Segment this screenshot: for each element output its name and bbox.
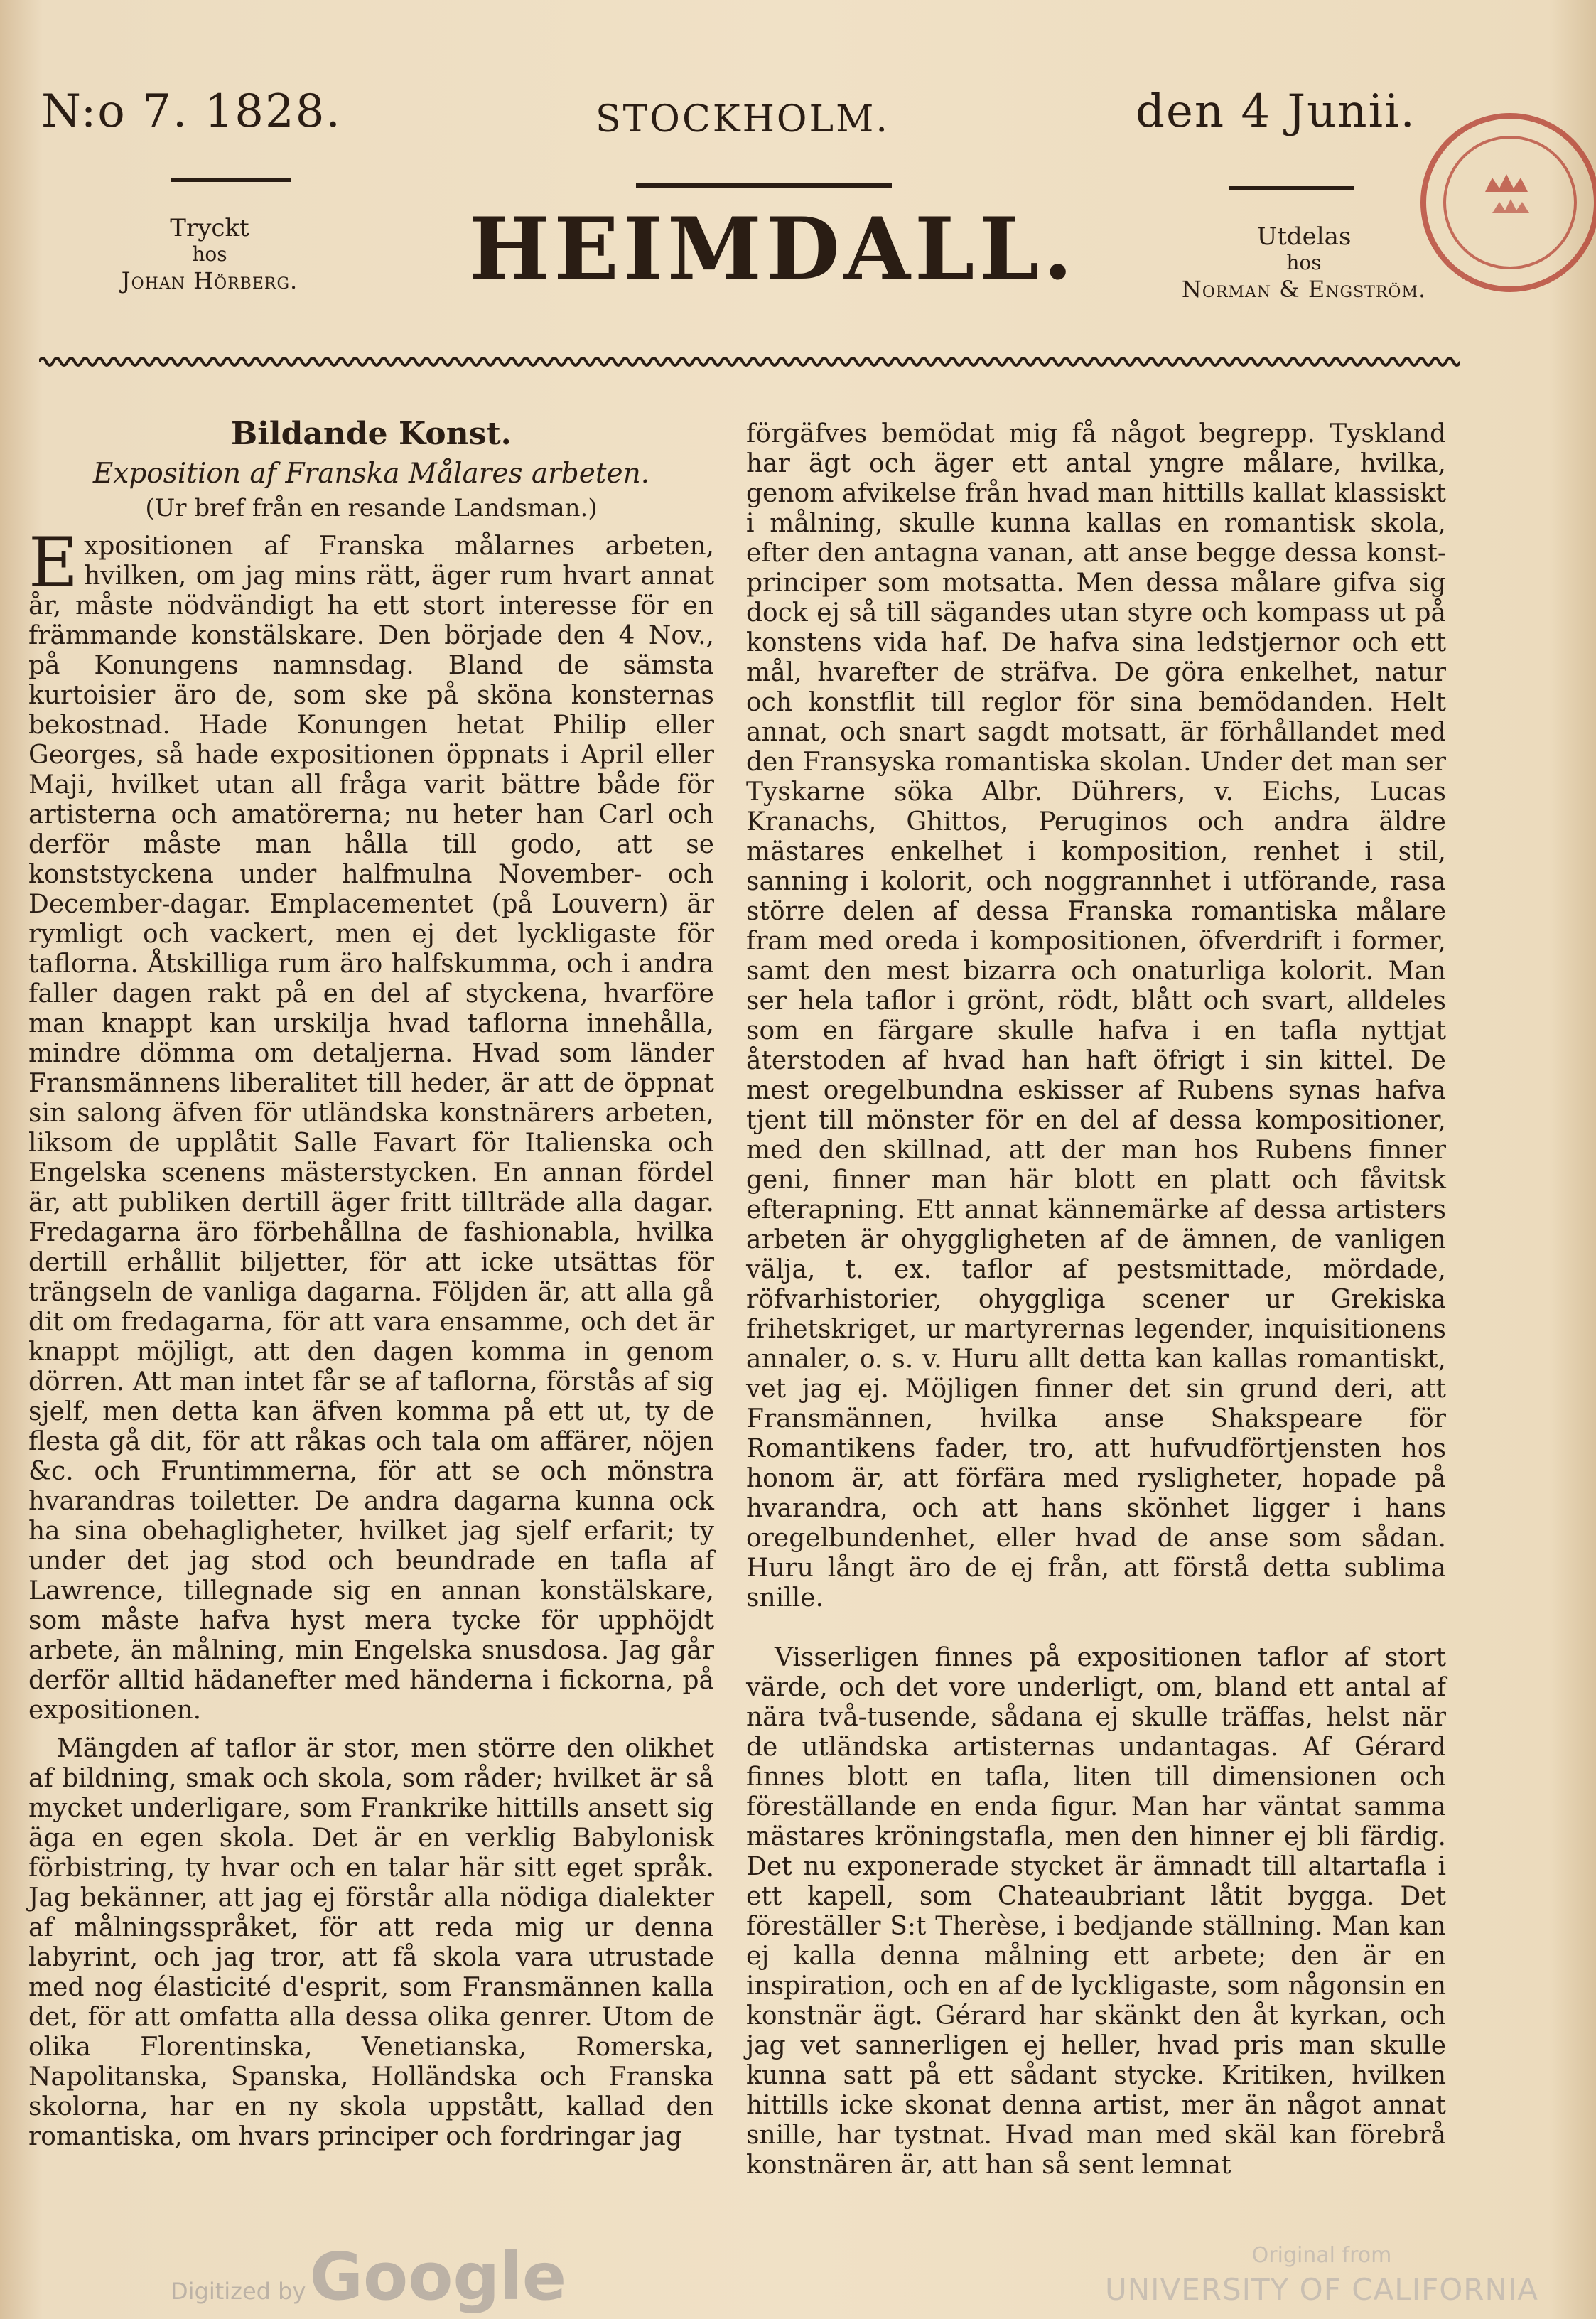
original-from-label: Original from	[1251, 2243, 1392, 2268]
paragraph	[28, 523, 714, 1726]
paragraph: Mängden af taflor är stor, men större den olikhet af bildning, smak och skola, som råder; hvilket är så mycket underligare, som Frankrike hittills ansett sig äga en egen skola. Det är en verklig Babylonisk förbistring, ty hvar och en talar här sitt eget språk. Jag bekänner, att jag ej förstår alla nödiga dialekter af målningsspråket, för att reda mig ur denna labyrint, och jag tror, att få skola vara utrustade med nog élasticité d'esprit, som Fransmännen kalla det, för att omfatta alla dessa olika genrer. Utom de olika Florentinska, Venetianska, Romerska, Napolitanska, Spanska, Holländska och Franska skolorna, har en ny skola uppstått, kallad den romantiska, om hvars principer och fordringar jag	[28, 1734, 714, 2151]
printer-label: Tryckt	[170, 214, 249, 242]
issue-date: den 4 Junii.	[1136, 85, 1416, 138]
crown-icon	[1485, 174, 1528, 192]
crown-icon	[1492, 199, 1529, 213]
paragraph-text: xpositionen af Franska målarnes arbeten, hvilken, om jag mins rätt, äger rum hvart annat år, måste nödvändigt ha ett stort interesse för en främmande konstälskare. Den började den 4 Nov., på Konungens namnsdag. Bland de sämsta kurtoisier äro de, som ske på sköna konsternas bekostnad. Hade Konungen hetat Philip eller Georges, så hade expositionen öppnats i April eller Maji, hvilket utan all fråga varit bättre både för artisterna och amatörerna; nu heter han Carl och derför måste man hålla till godo, att se konststyckena under halfmulna November- och December-dagar. Emplacementet (på Louvern) är rymligt och vackert, men ej det lyckligaste för taflorna. Åtskilliga rum äro halfskumma, och i andra faller dagen rakt på en del af styckena, hvarföre man knappt kan urskilja hvad taflorna innehålla, mindre dömma om detaljerna. Hvad som länder Fransmännens liberalitet till heder, är att de öppnat sin salong äfven för utländska konstnärers arbeten, liksom de upplåtit Salle Favart för Italienska och Engelska scenens mästerstycken. En annan fördel är, att publiken dertill äger fritt tillträde alla dagar. Fredagarna äro förbehållna de fashionabla, hvilka dertill erhållit biljetter, för att icke utsättas för trängseln de vanliga dagarna. Följden är, att alla gå dit om fredagarna, för att vara ensamme, och det är knappt möjligt, att den dagen komma in genom dörren. Att man intet får se af taflorna, förstås af sig sjelf, men detta kan äfven komma på ett ut, ty de flesta gå dit, för att råkas och tala om affärer, nöjen &c. och Fruntimmerna, för att se och mönstra hvarandras toiletter. De andra dagarna kunna ock ha sina obehagligheter, hvilket jag sjelf erfarit; ty under det jag stod och beundrade en tafla af Lawrence, tillegnade sig en annan konstälskare, som måste hafva hyst mera tycke för upphöjdt arbete, än målning, min Engelska snusdosa. Jag går derför alltid hädanefter med händerna i fickorna, på expositionen.	[28, 532, 714, 1725]
header-rule-center	[636, 183, 892, 188]
distributor-hos: hos	[1286, 251, 1322, 274]
origin-watermark	[1094, 2239, 1549, 2307]
printer-name: Johan Hörberg.	[121, 267, 298, 294]
university-label: UNIVERSITY OF CALIFORNIA	[1104, 2272, 1539, 2307]
google-logo: Google	[309, 2239, 567, 2315]
printer-block	[107, 213, 313, 296]
drop-cap: E	[28, 523, 79, 603]
wavy-divider	[39, 353, 1460, 371]
left-column	[28, 416, 714, 2152]
distributor-label: Utdelas	[1256, 222, 1352, 251]
digitized-label: Digitized by	[171, 2278, 306, 2305]
city-name: STOCKHOLM.	[595, 98, 890, 141]
article-title: Exposition af Franska Målares arbeten.	[92, 458, 650, 490]
issue-number: N:o 7. 1828.	[41, 85, 342, 138]
paragraph: Visserligen finnes på expositionen taflor af stort värde, och det vore underligt, om, bland ett antal af nära två-tusende, sådana ej skulle träffas, helst när de utländska artisternas undantagas. Af Gérard finnes blott en tafla, liten till dimensionen och föreställande en enda figur. Man har väntat samma mästares kröningstafla, men den hinner ej bli färdig. Det nu exponerade stycket är ämnadt till altartafla i ett kapell, som Chateaubriant låtit bygga. Det föreställer S:t Therèse, i bedjande ställning. Man kan ej kalla denna målning ett arbete; den är en inspiration, och en af de lyckligaste, som någonsin en konstnär ägt. Gérard har skänkt den åt kyrkan, och jag vet sannerligen ej heller, hvad pris man skulle kunna satt på ett sådant stycke. Kritiken, hvilken hittills icke skonat denna artist, mer än något annat snille, har tystnat. Hvad man med skäl kan förebrå konstnären är, att han så sent lemnat	[746, 1643, 1446, 2180]
library-stamp	[1414, 107, 1596, 298]
right-column	[746, 419, 1446, 2180]
distributor-name: Norman & Engström.	[1181, 276, 1427, 303]
section-heading: Bildande Konst.	[231, 416, 512, 452]
masthead-title: HEIMDALL.	[469, 199, 1077, 299]
distributor-block	[1151, 222, 1457, 304]
article-subtitle: (Ur bref från en resande Landsman.)	[145, 494, 598, 522]
google-watermark	[171, 2239, 566, 2315]
header-rule-right	[1229, 186, 1354, 190]
header-rule-left	[171, 178, 291, 182]
paragraph: förgäfves bemödat mig få något begrepp. Tyskland har ägt och äger ett antal yngre målare, hvilka, genom afvikelse från hvad man hittills kallat klassiskt i målning, skulle kunna kallas en romantisk skola, efter den antagna vanan, att anse begge dessa konst-principer som motsatta. Men dessa målare gifva sig dock ej så till sägandes utan styre och kompass ut på konstens vida haf. De hafva sina ledstjernor och ett mål, hvarefter de sträfva. De göra enkelhet, natur och konstflit till reglor för sina bemödanden. Helt annat, och snart sagdt motsatt, är förhållandet med den Fransyska romantiska skolan. Under det man ser Tyskarne söka Albr. Dührers, v. Eichs, Lucas Kranachs, Ghittos, Peruginos och andra äldre mästares enkelhet i komposition, renhet i stil, sanning i kolorit, och noggrannhet i utförande, rasa större delen af dessa Franska romantiska målare fram med oreda i kompositionen, öfverdrift i former, samt den mest bizarra och onaturliga kolorit. Man ser hela taflor i grönt, rödt, blått och svart, alldeles som en färgare skulle hafva i en tafla nyttjat återstoden af hvad han haft öfrigt i sin kittel. De mest oregelbundna eskisser af Rubens synas hafva tjent till mönster för en del af dessa kompositioner, med den skillnad, att der man hos Rubens finner geni, finner man här blott en platt och fåvitsk efterapning. Ett annat kännemärke af dessa artisters arbeten är ohyggligheten af de ämnen, de vanligen välja, t. ex. taflor af pestsmittade, mördade, röfvarhistorier, ohyggliga scener ur Grekiska frihetskriget, ur martyrernas legender, inquisitionens annaler, o. s. v. Huru allt detta kan kallas romantiskt, vet jag ej. Möjligen finner det sin grund deri, att Fransmännen, hvilka anse Shakspeare för Romantikens fader, tro, att hufvudförtjensten hos honom är, att förfära med rysligheter, hopade på hvarandra, och att hans skönhet ligger i hans oregelbundenhet, eller hvad de anse som sådan. Huru långt äro de ej från, att förstå detta sublima snille.	[746, 419, 1446, 1613]
printer-hos: hos	[192, 242, 227, 266]
